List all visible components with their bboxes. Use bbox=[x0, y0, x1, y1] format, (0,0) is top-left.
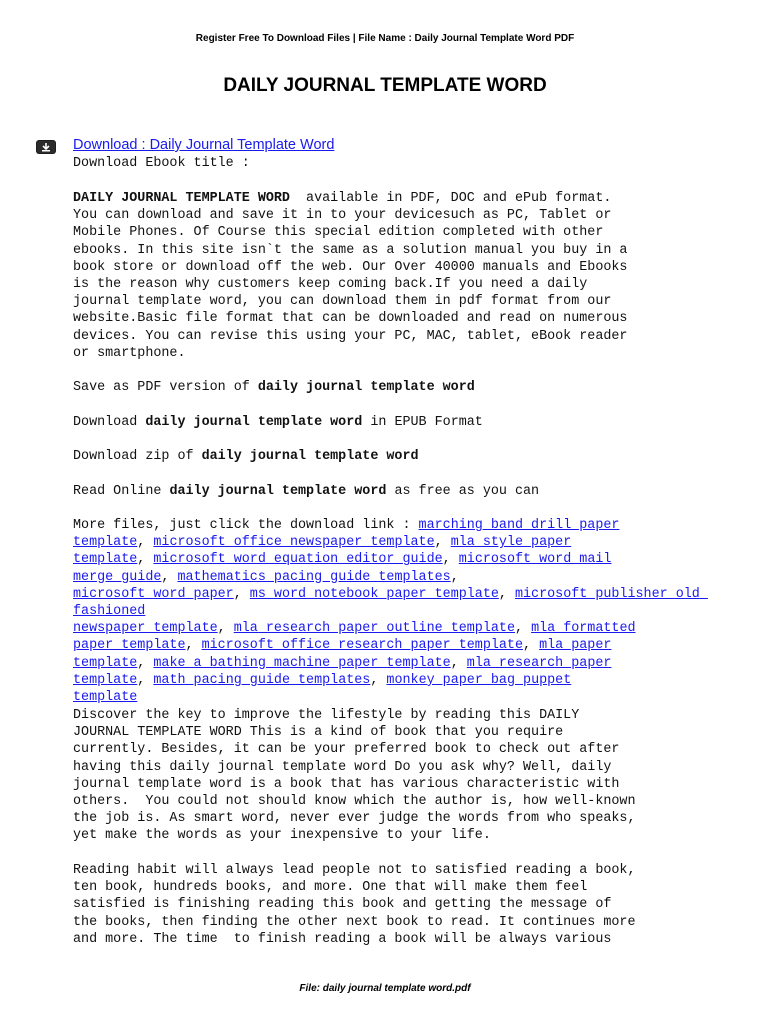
link-separator: , bbox=[217, 621, 234, 637]
more-file-link[interactable]: microsoft office newspaper template bbox=[153, 535, 435, 551]
link-separator: , bbox=[137, 672, 154, 688]
link-separator: , bbox=[434, 535, 451, 551]
more-file-link[interactable]: mathematics pacing guide templates bbox=[177, 569, 451, 585]
more-file-link[interactable]: math pacing guide templates bbox=[153, 672, 371, 688]
more-file-link[interactable]: microsoft word mail merge guide bbox=[73, 552, 612, 585]
page-footer: File: daily journal template word.pdf bbox=[299, 983, 471, 994]
link-separator: , bbox=[450, 569, 459, 585]
discover-paragraph: Discover the key to improve the lifestyle by reading this DAILY JOURNAL TEMPLATE WORD This is a kind of book that you require currently. Besides, it can be your preferred book to check out after having this daily journal template word Do you ask why? Well, daily journal template word is a book that has various characteristic with others. You could not should know which the author is, how well-known the job is. As smart word, never ever judge the words from who speaks, yet make the words as your inexpensive to your life. bbox=[73, 708, 636, 844]
page-header: Register Free To Download Files | File Name : Daily Journal Template Word PDF bbox=[195, 33, 575, 44]
intro-text: available in PDF, DOC and ePub format. You can download and save it in to your devicesuch as PC, Tablet or Mobile Phones. Of Course this special edition completed with other ebooks. In this site isn`t the same as a solution manual you buy in a book store or download off the web. Our Over 40000 manuals and Ebooks is the reason why customers keep coming back.If you need a daily journal template word, you can download them in pdf format from our website.Basic file format that can be downloaded and read on numerous devices. You can revise this using your PC, MAC, tablet, eBook reader or smartphone. bbox=[73, 191, 628, 361]
link-separator: , bbox=[370, 672, 387, 688]
pdf-prefix: Save as PDF version of bbox=[73, 380, 258, 395]
link-separator: , bbox=[137, 655, 154, 671]
reading-habit-paragraph: Reading habit will always lead people not to satisfied reading a book, ten book, hundreds books, and more. One that will make them feel satisfied is finishing reading this book and getting the message of the books, then finding the other next book to read. It continues more and more. The time to finish reading a book will be always various bbox=[73, 863, 636, 947]
epub-bold: daily journal template word bbox=[145, 415, 363, 430]
read-online-line bbox=[73, 483, 743, 500]
link-separator: , bbox=[498, 586, 515, 602]
link-separator: , bbox=[137, 535, 154, 551]
link-separator: , bbox=[442, 552, 459, 568]
epub-line bbox=[73, 414, 743, 431]
zip-bold: daily journal template word bbox=[201, 449, 419, 464]
more-file-link[interactable]: mla paper template bbox=[73, 638, 612, 671]
more-file-link[interactable]: microsoft word equation editor guide bbox=[153, 552, 443, 568]
more-files-paragraph bbox=[73, 517, 743, 706]
more-file-link[interactable]: marching band drill paper template bbox=[73, 518, 620, 551]
ebook-title-label: Download Ebook title : bbox=[73, 156, 250, 171]
link-separator: , bbox=[523, 638, 540, 654]
zip-line bbox=[73, 448, 743, 465]
intro-bold-title: DAILY JOURNAL TEMPLATE WORD bbox=[73, 191, 290, 206]
more-file-link[interactable]: make a bathing machine paper template bbox=[153, 655, 451, 671]
more-file-link[interactable]: mla style paper template bbox=[73, 535, 572, 568]
page-title: DAILY JOURNAL TEMPLATE WORD bbox=[223, 75, 547, 96]
pdf-version-line bbox=[73, 379, 743, 396]
more-files-prefix: More files, just click the download link : bbox=[73, 518, 419, 533]
link-separator: , bbox=[137, 552, 154, 568]
more-file-link[interactable]: microsoft word paper bbox=[73, 586, 234, 602]
more-file-link[interactable]: microsoft office research paper template bbox=[201, 638, 524, 654]
more-file-link[interactable]: mla formatted paper template bbox=[73, 621, 636, 654]
more-file-link[interactable]: microsoft publisher old fashioned newspaper template bbox=[73, 586, 700, 637]
pdf-bold: daily journal template word bbox=[257, 380, 475, 395]
download-icon[interactable] bbox=[36, 140, 56, 154]
epub-suffix: in EPUB Format bbox=[362, 415, 483, 430]
link-separator: , bbox=[185, 638, 202, 654]
online-prefix: Read Online bbox=[73, 484, 170, 499]
link-separator: , bbox=[450, 655, 467, 671]
link-separator: , bbox=[514, 621, 532, 637]
more-file-link[interactable]: mla research paper outline template bbox=[233, 621, 515, 637]
more-file-link[interactable]: ms word notebook paper template bbox=[249, 586, 499, 602]
link-separator: , bbox=[161, 569, 178, 585]
more-file-link[interactable]: monkey paper bag puppet template bbox=[73, 672, 572, 706]
more-file-link[interactable]: mla research paper template bbox=[73, 655, 612, 688]
download-link[interactable]: Download : Daily Journal Template Word bbox=[73, 137, 335, 153]
link-separator: , bbox=[233, 586, 250, 602]
epub-prefix: Download bbox=[73, 415, 146, 430]
online-suffix: as free as you can bbox=[386, 484, 540, 499]
intro-paragraph bbox=[73, 190, 743, 362]
online-bold: daily journal template word bbox=[169, 484, 387, 499]
zip-prefix: Download zip of bbox=[73, 449, 202, 464]
